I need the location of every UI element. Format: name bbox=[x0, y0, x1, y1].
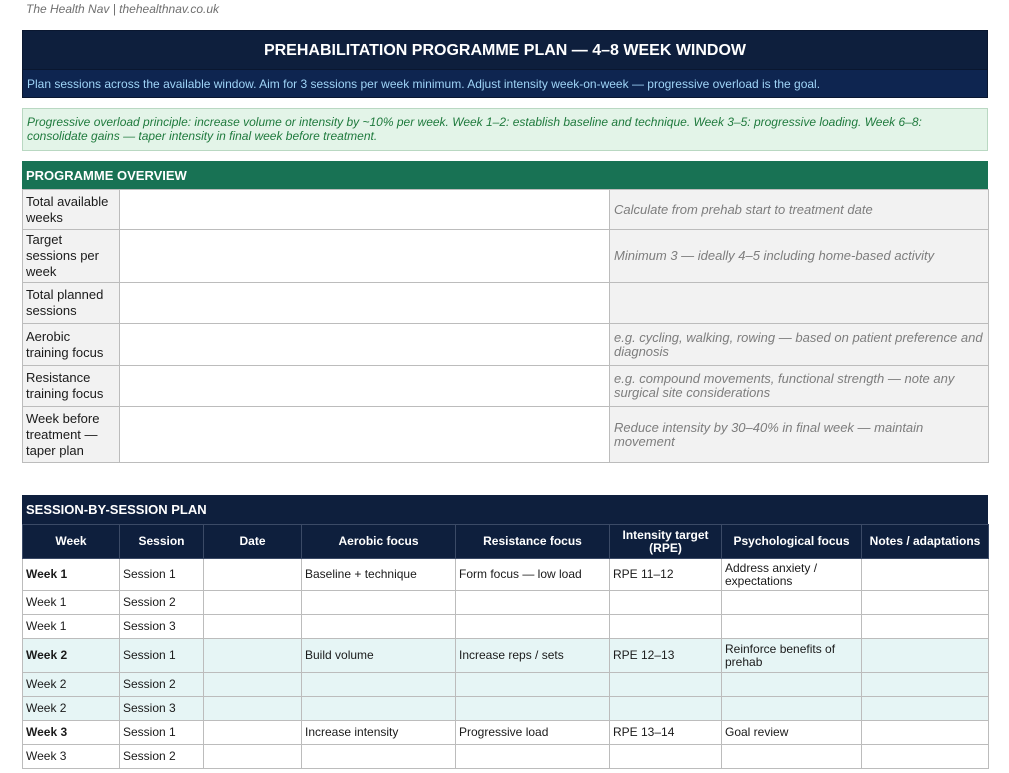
notes-cell[interactable] bbox=[862, 673, 989, 697]
week-cell: Week 1 bbox=[23, 559, 120, 591]
session-cell: Session 2 bbox=[120, 673, 204, 697]
aerobic-focus-cell[interactable] bbox=[302, 591, 456, 615]
overview-label: Aerobic training focus bbox=[23, 324, 120, 366]
table-row bbox=[23, 591, 989, 615]
psychological-focus-cell[interactable] bbox=[722, 673, 862, 697]
column-header-notes: Notes / adaptations bbox=[862, 525, 989, 559]
table-row bbox=[23, 559, 989, 591]
intensity-cell[interactable] bbox=[610, 673, 722, 697]
overview-input-cell[interactable] bbox=[120, 324, 610, 366]
week-cell: Week 2 bbox=[23, 673, 120, 697]
aerobic-focus-cell[interactable]: Baseline + technique bbox=[302, 559, 456, 591]
overview-input-cell[interactable] bbox=[120, 190, 610, 230]
notes-cell[interactable] bbox=[862, 697, 989, 721]
column-header-date: Date bbox=[204, 525, 302, 559]
session-cell: Session 1 bbox=[120, 639, 204, 673]
progressive-overload-note: Progressive overload principle: increase volume or intensity by ~10% per week. Week 1–2: establish baseline and technique. Week 3–5: progressive loading. Week 6–8: consolidate gains — taper intensity in final week before treatment. bbox=[22, 108, 988, 151]
resistance-focus-cell[interactable] bbox=[456, 591, 610, 615]
table-row bbox=[23, 721, 989, 745]
notes-cell[interactable] bbox=[862, 615, 989, 639]
intensity-cell[interactable]: RPE 13–14 bbox=[610, 721, 722, 745]
aerobic-focus-cell[interactable] bbox=[302, 697, 456, 721]
intro-banner: Plan sessions across the available window. Aim for 3 sessions per week minimum. Adjust intensity week-on-week — progressive overload is the goal. bbox=[22, 70, 988, 98]
intensity-cell[interactable]: RPE 12–13 bbox=[610, 639, 722, 673]
overview-label: Total planned sessions bbox=[23, 283, 120, 324]
date-cell[interactable] bbox=[204, 559, 302, 591]
intensity-cell[interactable]: RPE 11–12 bbox=[610, 559, 722, 591]
intensity-cell[interactable] bbox=[610, 591, 722, 615]
week-cell: Week 1 bbox=[23, 591, 120, 615]
table-row bbox=[23, 697, 989, 721]
column-header-resistance-focus: Resistance focus bbox=[456, 525, 610, 559]
psychological-focus-cell[interactable]: Address anxiety / expectations bbox=[722, 559, 862, 591]
session-plan-table bbox=[22, 524, 989, 769]
date-cell[interactable] bbox=[204, 615, 302, 639]
resistance-focus-cell[interactable]: Form focus — low load bbox=[456, 559, 610, 591]
psychological-focus-cell[interactable] bbox=[722, 591, 862, 615]
overview-row bbox=[23, 324, 989, 366]
overview-label: Resistance training focus bbox=[23, 366, 120, 407]
psychological-focus-cell[interactable] bbox=[722, 745, 862, 769]
programme-overview-heading: PROGRAMME OVERVIEW bbox=[22, 161, 988, 190]
intensity-cell[interactable] bbox=[610, 745, 722, 769]
overview-row bbox=[23, 407, 989, 463]
overview-input-cell[interactable] bbox=[120, 230, 610, 283]
week-cell: Week 2 bbox=[23, 639, 120, 673]
aerobic-focus-cell[interactable]: Build volume bbox=[302, 639, 456, 673]
session-header-row bbox=[23, 525, 989, 559]
overview-hint: e.g. compound movements, functional strength — note any surgical site considerations bbox=[610, 366, 989, 407]
aerobic-focus-cell[interactable] bbox=[302, 745, 456, 769]
overview-row bbox=[23, 366, 989, 407]
column-header-session: Session bbox=[120, 525, 204, 559]
column-header-week: Week bbox=[23, 525, 120, 559]
resistance-focus-cell[interactable] bbox=[456, 615, 610, 639]
psychological-focus-cell[interactable]: Reinforce benefits of prehab bbox=[722, 639, 862, 673]
resistance-focus-cell[interactable] bbox=[456, 745, 610, 769]
session-cell: Session 1 bbox=[120, 721, 204, 745]
notes-cell[interactable] bbox=[862, 559, 989, 591]
brand-caption: The Health Nav | thehealthnav.co.uk bbox=[26, 2, 220, 16]
resistance-focus-cell[interactable] bbox=[456, 673, 610, 697]
programme-overview-table bbox=[22, 189, 989, 463]
overview-row bbox=[23, 230, 989, 283]
overview-input-cell[interactable] bbox=[120, 283, 610, 324]
intensity-cell[interactable] bbox=[610, 697, 722, 721]
date-cell[interactable] bbox=[204, 639, 302, 673]
overview-label: Total available weeks bbox=[23, 190, 120, 230]
resistance-focus-cell[interactable] bbox=[456, 697, 610, 721]
notes-cell[interactable] bbox=[862, 721, 989, 745]
page-title: PREHABILITATION PROGRAMME PLAN — 4–8 WEEK WINDOW bbox=[22, 30, 988, 70]
date-cell[interactable] bbox=[204, 697, 302, 721]
session-cell: Session 2 bbox=[120, 591, 204, 615]
aerobic-focus-cell[interactable] bbox=[302, 615, 456, 639]
column-header-aerobic-focus: Aerobic focus bbox=[302, 525, 456, 559]
overview-input-cell[interactable] bbox=[120, 407, 610, 463]
date-cell[interactable] bbox=[204, 745, 302, 769]
overview-hint: Calculate from prehab start to treatment date bbox=[610, 190, 989, 230]
session-cell: Session 2 bbox=[120, 745, 204, 769]
session-cell: Session 3 bbox=[120, 697, 204, 721]
column-header-psychological-focus: Psychological focus bbox=[722, 525, 862, 559]
date-cell[interactable] bbox=[204, 721, 302, 745]
session-cell: Session 1 bbox=[120, 559, 204, 591]
overview-hint: Reduce intensity by 30–40% in final week — maintain movement bbox=[610, 407, 989, 463]
session-cell: Session 3 bbox=[120, 615, 204, 639]
week-cell: Week 2 bbox=[23, 697, 120, 721]
table-row bbox=[23, 639, 989, 673]
psychological-focus-cell[interactable] bbox=[722, 697, 862, 721]
week-cell: Week 3 bbox=[23, 721, 120, 745]
resistance-focus-cell[interactable]: Increase reps / sets bbox=[456, 639, 610, 673]
intensity-cell[interactable] bbox=[610, 615, 722, 639]
week-cell: Week 1 bbox=[23, 615, 120, 639]
date-cell[interactable] bbox=[204, 591, 302, 615]
date-cell[interactable] bbox=[204, 673, 302, 697]
notes-cell[interactable] bbox=[862, 745, 989, 769]
table-row bbox=[23, 615, 989, 639]
overview-row bbox=[23, 190, 989, 230]
notes-cell[interactable] bbox=[862, 639, 989, 673]
week-cell: Week 3 bbox=[23, 745, 120, 769]
overview-row bbox=[23, 283, 989, 324]
psychological-focus-cell[interactable]: Goal review bbox=[722, 721, 862, 745]
notes-cell[interactable] bbox=[862, 591, 989, 615]
column-header-intensity-target: Intensity target (RPE) bbox=[610, 525, 722, 559]
session-plan-heading: SESSION-BY-SESSION PLAN bbox=[22, 495, 988, 524]
resistance-focus-cell[interactable]: Progressive load bbox=[456, 721, 610, 745]
overview-hint: e.g. cycling, walking, rowing — based on patient preference and diagnosis bbox=[610, 324, 989, 366]
psychological-focus-cell[interactable] bbox=[722, 615, 862, 639]
aerobic-focus-cell[interactable] bbox=[302, 673, 456, 697]
aerobic-focus-cell[interactable]: Increase intensity bbox=[302, 721, 456, 745]
table-row bbox=[23, 745, 989, 769]
overview-label: Target sessions per week bbox=[23, 230, 120, 283]
overview-input-cell[interactable] bbox=[120, 366, 610, 407]
overview-label: Week before treatment — taper plan bbox=[23, 407, 120, 463]
overview-hint bbox=[610, 283, 989, 324]
overview-hint: Minimum 3 — ideally 4–5 including home-based activity bbox=[610, 230, 989, 283]
table-row bbox=[23, 673, 989, 697]
